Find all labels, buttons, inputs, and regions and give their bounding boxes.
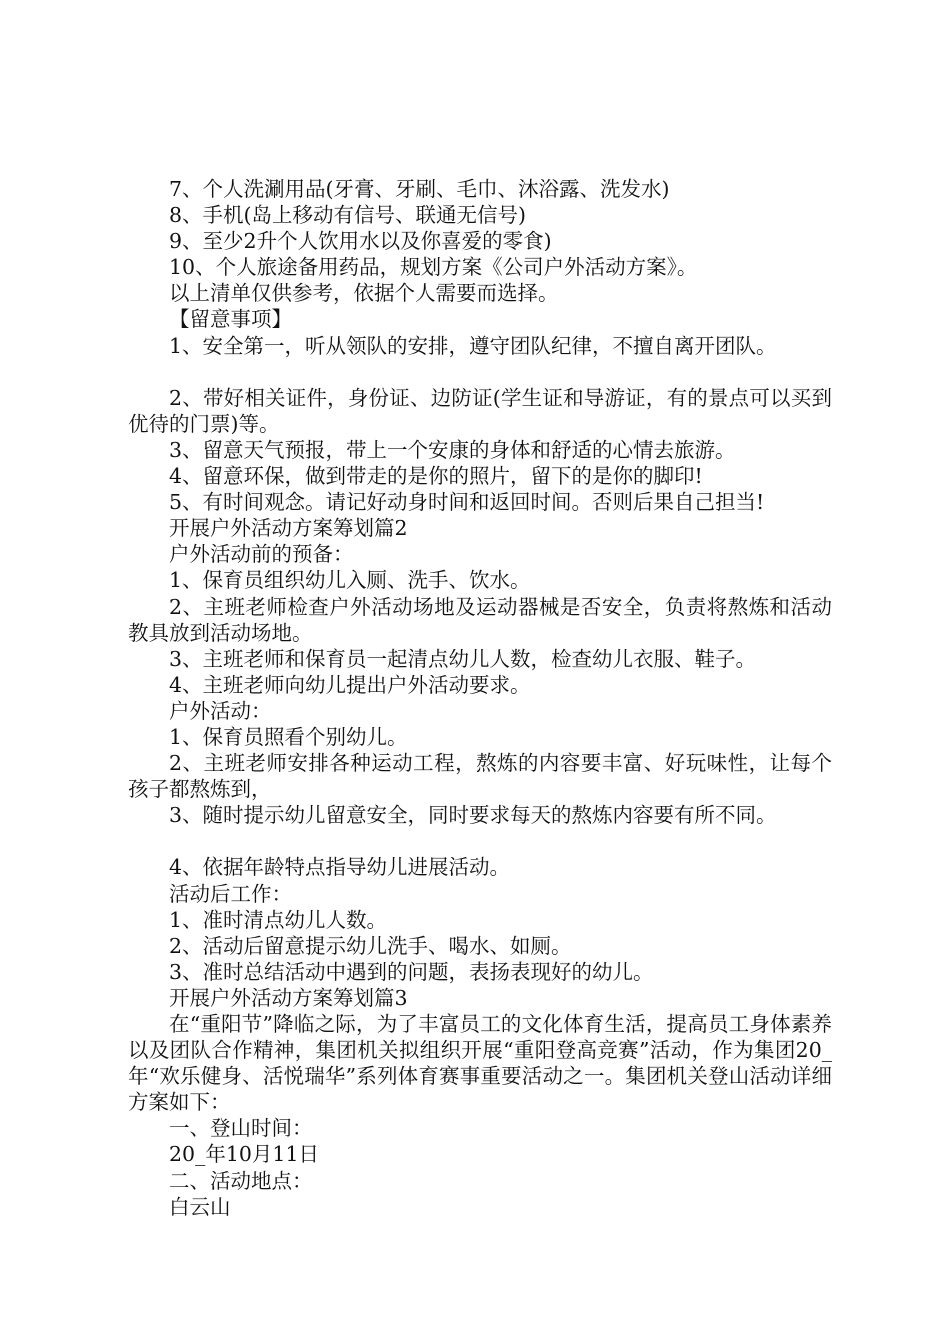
paragraph: 1、保育员照看个别幼儿。	[169, 724, 408, 749]
paragraph: 活动后工作：	[169, 881, 292, 906]
paragraph: 二、活动地点：	[169, 1168, 313, 1193]
paragraph: 4、主班老师向幼儿提出户外活动要求。	[169, 672, 531, 697]
paragraph: 开展户外活动方案筹划篇3	[169, 985, 408, 1010]
paragraph: 1、准时清点幼儿人数。	[169, 907, 388, 932]
paragraph: 户外活动前的预备：	[169, 542, 354, 567]
paragraph: 开展户外活动方案筹划篇2	[169, 516, 408, 541]
paragraph: 2、主班老师安排各种运动工程，熬炼的内容要丰富、好玩味性，让每个孩子都熬炼到，	[128, 751, 832, 802]
paragraph: 3、随时提示幼儿留意安全，同时要求每天的熬炼内容要有所不同。	[169, 803, 777, 828]
paragraph: 4、留意环保，做到带走的是你的照片，留下的是你的脚印!	[169, 464, 703, 489]
paragraph: 以上清单仅供参考，依据个人需要而选择。	[169, 281, 559, 306]
paragraph: 3、留意天气预报，带上一个安康的身体和舒适的心情去旅游。	[169, 437, 736, 462]
paragraph: 8、手机(岛上移动有信号、联通无信号)	[169, 203, 527, 228]
paragraph: 5、有时间观念。请记好动身时间和返回时间。否则后果自己担当!	[169, 490, 765, 515]
paragraph: 9、至少2升个人饮用水以及你喜爱的零食)	[169, 229, 552, 254]
paragraph: 20_年10月11日	[169, 1142, 320, 1167]
paragraph: 在“重阳节”降临之际，为了丰富员工的文化体育生活，提高员工身体素养以及团队合作精神，集团机关拟组织开展“重阳登高竞赛”活动，作为集团20_年“欢乐健身、活悦瑞华”系列体育赛事重要活动之一。集团机关登山活动详细方案如下：	[128, 1012, 832, 1115]
paragraph: 4、依据年龄特点指导幼儿进展活动。	[169, 855, 511, 880]
paragraph: 3、主班老师和保育员一起清点幼儿人数，检查幼儿衣服、鞋子。	[169, 646, 757, 671]
paragraph: 白云山	[169, 1194, 231, 1219]
paragraph: 1、保育员组织幼儿入厕、洗手、饮水。	[169, 568, 531, 593]
paragraph: 1、安全第一，听从领队的安排，遵守团队纪律，不擅自离开团队。	[169, 333, 777, 358]
document-body	[128, 176, 832, 1220]
paragraph: 2、带好相关证件，身份证、边防证(学生证和导游证，有的景点可以买到优待的门票)等。	[128, 385, 832, 436]
paragraph: 10、个人旅途备用药品，规划方案《公司户外活动方案》。	[169, 255, 698, 280]
paragraph: 户外活动：	[169, 698, 272, 723]
paragraph: 2、主班老师检查户外活动场地及运动器械是否安全，负责将熬炼和活动教具放到活动场地。	[128, 594, 832, 645]
paragraph: 2、活动后留意提示幼儿洗手、喝水、如厕。	[169, 933, 572, 958]
paragraph: 【留意事项】	[169, 307, 292, 332]
paragraph: 7、个人洗涮用品(牙膏、牙刷、毛巾、沐浴露、洗发水)	[169, 177, 670, 201]
paragraph: 一、登山时间：	[169, 1116, 313, 1141]
paragraph: 3、准时总结活动中遇到的问题，表扬表现好的幼儿。	[169, 959, 654, 984]
